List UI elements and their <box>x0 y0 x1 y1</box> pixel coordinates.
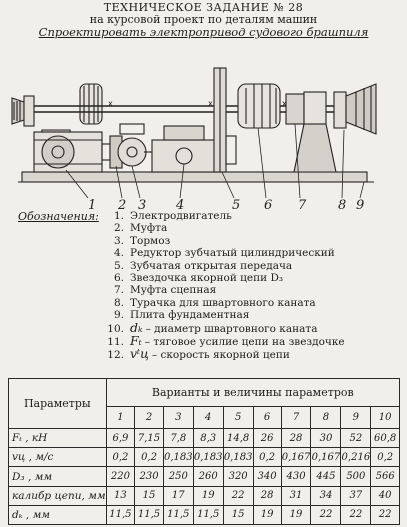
section-mark-right: x <box>282 99 287 108</box>
table-cell: 22 <box>341 505 371 524</box>
document-subtitle: на курсовой проект по деталям машин <box>89 13 318 26</box>
parameter-name: калибр цепи, мм <box>9 486 107 505</box>
table-cell: 52 <box>341 429 371 448</box>
table-cell: 11,5 <box>193 505 223 524</box>
table-row <box>9 505 400 524</box>
legend-item: 5. Зубчатая открытая передача <box>113 259 293 272</box>
table-cell: 28 <box>281 429 311 448</box>
table-row <box>9 448 400 467</box>
variant-number: 10 <box>371 407 400 429</box>
table-cell: 22 <box>223 486 253 505</box>
table-cell: 430 <box>281 467 311 486</box>
variant-number: 8 <box>311 407 341 429</box>
table-body <box>9 429 400 525</box>
legend-item: 4. Редуктор зубчатый цилиндрический <box>113 247 335 260</box>
parameters-table <box>8 378 400 525</box>
section-mark-mid: x <box>208 99 213 108</box>
legend-item: 7. Муфта сцепная <box>113 284 217 297</box>
parameter-name: D₃ , мм <box>9 467 107 486</box>
callout-3: 3 <box>138 198 147 210</box>
variant-number: 7 <box>281 407 311 429</box>
right-sprocket <box>238 84 280 128</box>
variant-number: 9 <box>341 407 371 429</box>
table-cell: 15 <box>135 486 164 505</box>
table-cell: 31 <box>281 486 311 505</box>
table-row <box>9 486 400 505</box>
document-title: ТЕХНИЧЕСКОЕ ЗАДАНИЕ № 28 <box>103 1 304 14</box>
variants-header: Варианты и величины параметров <box>106 379 399 407</box>
legend-item: 3. Тормоз <box>113 234 171 247</box>
callout-4: 4 <box>176 198 185 210</box>
variant-number: 5 <box>223 407 253 429</box>
callout-5: 5 <box>232 198 241 210</box>
table-cell: 0,2 <box>371 448 400 467</box>
variant-number: 6 <box>253 407 281 429</box>
table-cell: 19 <box>281 505 311 524</box>
table-cell: 37 <box>341 486 371 505</box>
table-cell: 320 <box>223 467 253 486</box>
param-column-header: Параметры <box>9 379 107 429</box>
legend-item: 1. Электродвигатель <box>113 210 232 222</box>
table-cell: 0,2 <box>135 448 164 467</box>
legend-item: 9. Плита фундаментная <box>113 309 250 322</box>
table-cell: 22 <box>311 505 341 524</box>
callout-9: 9 <box>356 198 365 210</box>
table-cell: 30 <box>311 429 341 448</box>
table-cell: 566 <box>371 467 400 486</box>
open-gear <box>214 68 236 172</box>
table-cell: 11,5 <box>163 505 193 524</box>
table-cell: 0,167 <box>281 448 311 467</box>
table-cell: 11,5 <box>135 505 164 524</box>
legend-item: 12. vᵗц – скорость якорной цепи <box>107 346 290 362</box>
table-cell: 15 <box>223 505 253 524</box>
table-cell: 0,183 <box>163 448 193 467</box>
table-cell: 14,8 <box>223 429 253 448</box>
table-cell: 0,216 <box>341 448 371 467</box>
table-cell: 40 <box>371 486 400 505</box>
variant-number: 3 <box>163 407 193 429</box>
callout-1: 1 <box>88 198 97 210</box>
variant-number: 4 <box>193 407 223 429</box>
legend-item: 8. Турачка для швартовного каната <box>113 296 316 309</box>
table-cell: 13 <box>106 486 135 505</box>
table-cell: 19 <box>253 505 281 524</box>
table-cell: 7,8 <box>163 429 193 448</box>
table-row <box>9 429 400 448</box>
table-cell: 22 <box>371 505 400 524</box>
parameter-name: Fₜ , кН <box>9 429 107 448</box>
legend-title: Обозначения: <box>18 210 99 223</box>
variant-number: 1 <box>106 407 135 429</box>
callout-6: 6 <box>264 198 273 210</box>
table-cell: 7,15 <box>135 429 164 448</box>
table-cell: 34 <box>311 486 341 505</box>
table-cell: 230 <box>135 467 164 486</box>
callout-8: 8 <box>338 198 347 210</box>
table-cell: 11,5 <box>106 505 135 524</box>
table-cell: 0,2 <box>106 448 135 467</box>
legend-item: 11. Fₜ – тяговое усилие цепи на звездочке <box>107 333 345 349</box>
table-cell: 0,183 <box>193 448 223 467</box>
table-cell: 340 <box>253 467 281 486</box>
table-cell: 0,167 <box>311 448 341 467</box>
legend-item: 2. Муфта <box>113 222 168 235</box>
legend-item: 10. dₖ – диаметр швартовного каната <box>107 319 318 335</box>
clutch <box>286 94 304 124</box>
table-cell: 60,8 <box>371 429 400 448</box>
table-cell: 26 <box>253 429 281 448</box>
table-cell: 8,3 <box>193 429 223 448</box>
task-statement: Спроектировать электропривод судового брашпиля <box>38 25 369 39</box>
table-row <box>9 467 400 486</box>
table-cell: 250 <box>163 467 193 486</box>
variant-number: 2 <box>135 407 164 429</box>
left-sprocket <box>80 84 102 124</box>
table-cell: 445 <box>311 467 341 486</box>
windlass-drawing <box>4 40 404 210</box>
parameter-name: dₖ , мм <box>9 505 107 524</box>
parameter-name: vц , м/с <box>9 448 107 467</box>
legend-list <box>104 210 345 362</box>
table-cell: 0,2 <box>253 448 281 467</box>
table-cell: 220 <box>106 467 135 486</box>
table-cell: 0,183 <box>223 448 253 467</box>
table-cell: 28 <box>253 486 281 505</box>
legend-item: 6. Звездочка якорной цепи D₃ <box>113 272 284 285</box>
table-cell: 260 <box>193 467 223 486</box>
callout-2: 2 <box>118 198 127 210</box>
section-mark-left: x <box>108 99 113 108</box>
right-warping-drum <box>334 84 376 134</box>
callout-7: 7 <box>298 198 307 210</box>
electric-motor <box>34 132 110 172</box>
table-cell: 17 <box>163 486 193 505</box>
table-cell: 19 <box>193 486 223 505</box>
table-cell: 6,9 <box>106 429 135 448</box>
left-warping-drum <box>12 96 34 126</box>
coupling-and-brake <box>110 124 146 168</box>
table-cell: 500 <box>341 467 371 486</box>
